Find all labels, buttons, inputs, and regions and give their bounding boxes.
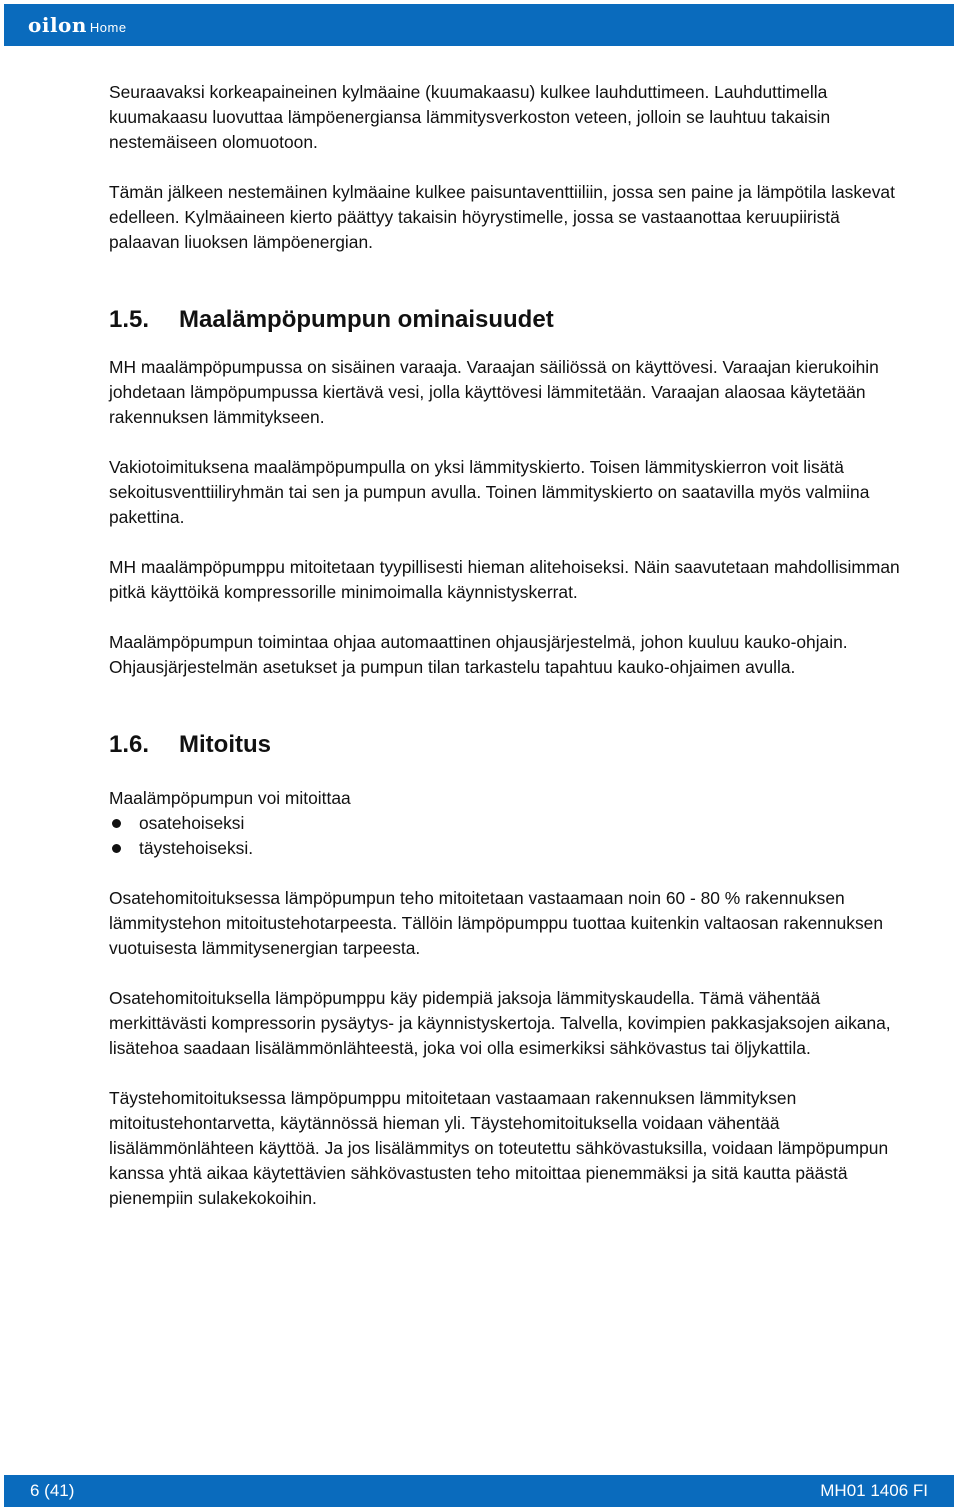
bullet-list <box>109 811 909 861</box>
list-item: täystehoiseksi. <box>109 836 909 861</box>
document-code: MH01 1406 FI <box>820 1481 928 1500</box>
page-number: 6 (41) <box>30 1481 75 1500</box>
paragraph: Maalämpöpumpun toimintaa ohjaa automaattinen ohjausjärjestelmä, johon kuuluu kauko-ohjain. Ohjausjärjestelmän asetukset ja pumpun tilan tarkastelu tapahtuu kauko-ohjaimen avulla. <box>109 632 848 677</box>
paragraph: Vakiotoimituksena maalämpöpumpulla on yksi lämmityskierto. Toisen lämmityskierron voit lisätä sekoitusventtiiliryhmän tai sen ja pumpun avulla. Toinen lämmityskierto on saatavilla myös valmiina pakettina. <box>109 457 870 527</box>
section-heading-1-6 <box>109 730 909 760</box>
section-number: 1.6. <box>109 731 150 758</box>
list-item: osatehoiseksi <box>109 811 909 836</box>
section-title: Maalämpöpumpun ominaisuudet <box>179 306 554 333</box>
paragraph: Maalämpöpumpun voi mitoittaa <box>109 788 351 808</box>
document-body <box>109 80 909 1236</box>
paragraph: Osatehomitoituksella lämpöpumppu käy pidempiä jaksoja lämmityskaudella. Tämä vähentää merkittävästi kompressorin pysäytys- ja käynnistyskertoja. Talvella, kovimpien pakkasjaksojen aikana, lisätehoa saadaan lisälämmönlähteestä, joka voi olla esimerkiksi sähkövastus tai öljykattila. <box>109 988 891 1058</box>
paragraph: Tämän jälkeen nestemäinen kylmäaine kulkee paisuntaventtiiliin, jossa sen paine ja lämpötila laskevat edelleen. Kylmäaineen kierto päättyy takaisin höyrystimelle, jossa se vastaanottaa keruupiiristä palaavan liuoksen lämpöenergian. <box>109 182 895 252</box>
logo-subtitle: Home <box>89 20 127 35</box>
paragraph: Täystehomitoituksessa lämpöpumppu mitoitetaan vastaamaan rakennuksen lämmityksen mitoitustehontarvetta, käytännössä hieman yli. Täystehomitoituksella voidaan vähentää lisälämmönlähteen käyttöä. Ja jos lisälämmitys on toteutettu sähkövastuksilla, voidaan lämpöpumpun kanssa yhtä aikaa käytettävien sähkövastusten teho mitoittaa pienemmäksi ja sitä kautta päästä pienempiin sulakekokoihin. <box>109 1088 889 1208</box>
oilon-logo <box>28 13 127 37</box>
paragraph: Seuraavaksi korkeapaineinen kylmäaine (kuumakaasu) kulkee lauhduttimeen. Lauhduttimella kuumakaasu luovuttaa lämpöenergiansa lämmitysverkoston veteen, jolloin se lauhtuu takaisin nestemäiseen olomuotoon. <box>109 82 831 152</box>
logo-text: oilon <box>28 13 87 37</box>
section-heading-1-5 <box>109 305 909 335</box>
header-bar <box>4 4 954 46</box>
section-title: Mitoitus <box>179 731 271 758</box>
paragraph: MH maalämpöpumpussa on sisäinen varaaja. Varaajan säiliössä on käyttövesi. Varaajan kierukoihin johdetaan lämpöpumpussa kiertävä vesi, jolla käyttövesi lämmitetään. Varaajan alaosaa käytetään rakennuksen lämmitykseen. <box>109 357 879 427</box>
section-number: 1.5. <box>109 306 150 333</box>
paragraph: Osatehomitoituksessa lämpöpumpun teho mitoitetaan vastaamaan noin 60 - 80 % rakennuksen lämmitystehon mitoitustehotarpeesta. Tällöin lämpöpumppu tuottaa kuitenkin valtaosan rakennuksen vuotuisesta lämmitysenergian tarpeesta. <box>109 888 884 958</box>
paragraph: MH maalämpöpumppu mitoitetaan tyypillisesti hieman alitehoiseksi. Näin saavutetaan mahdollisimman pitkä käyttöikä kompressorille minimoimalla käynnistyskerrat. <box>109 557 900 602</box>
footer-bar <box>4 1475 954 1507</box>
